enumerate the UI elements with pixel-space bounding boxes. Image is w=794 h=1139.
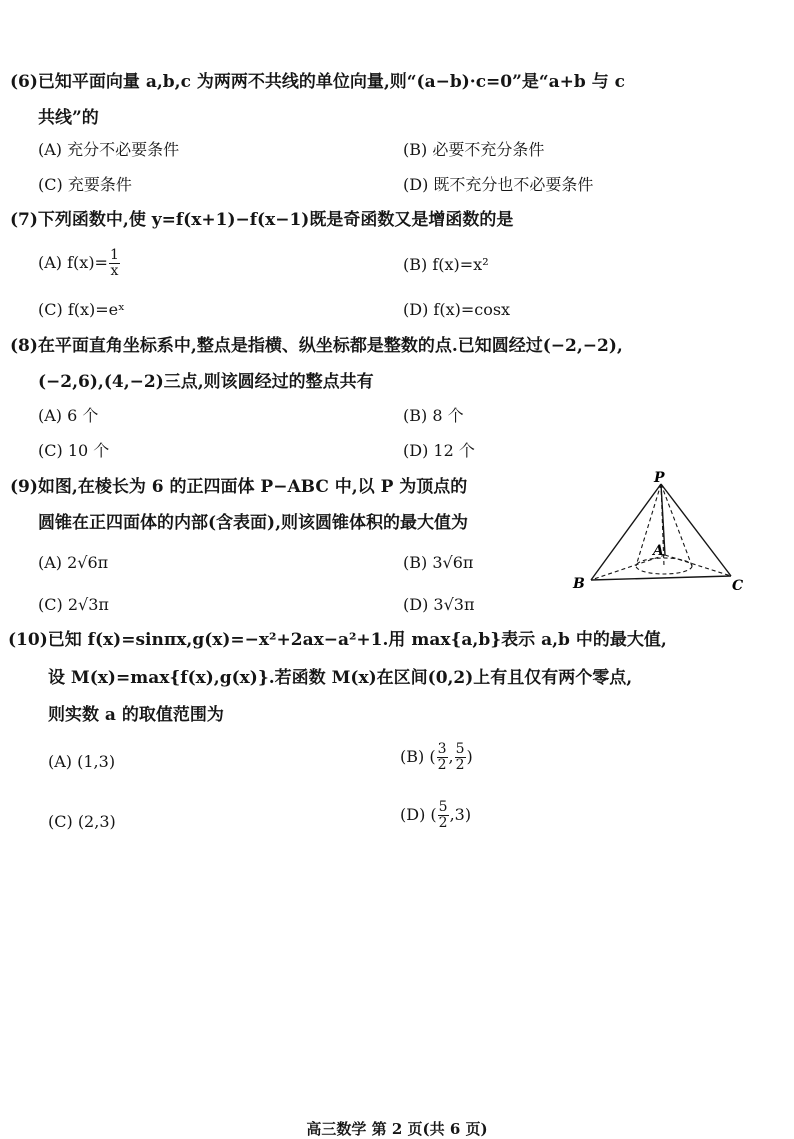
cone-generatrix-right — [661, 484, 692, 566]
q10-b-num1: 3 — [437, 741, 447, 757]
q8-stem-line2: (−2,6),(4,−2)三点,则该圆经过的整点共有 — [38, 372, 374, 392]
tetrahedron-cone-figure — [565, 470, 755, 600]
q7-option-a-prefix: (A) f(x)= — [38, 253, 108, 272]
q10-b-den2: 2 — [455, 757, 465, 773]
q9-option-a: (A) 2√6π — [38, 553, 109, 572]
q7-option-b: (B) f(x)=x² — [403, 255, 489, 274]
q10-stem-line2: 设 M(x)=max{f(x),g(x)}.若函数 M(x)在区间(0,2)上有且仅有两个零点, — [48, 668, 633, 688]
edge-pb — [591, 484, 661, 580]
q6-option-c: (C) 充要条件 — [38, 175, 132, 194]
q10-b-den1: 2 — [437, 757, 447, 773]
q10-d-prefix: (D) ( — [400, 805, 437, 824]
q10-option-d — [400, 800, 471, 831]
q9-option-c: (C) 2√3π — [38, 595, 109, 614]
q7-option-c: (C) f(x)=eˣ — [38, 300, 125, 319]
q10-stem-line1: (10)已知 f(x)=sinπx,g(x)=−x²+2ax−a²+1.用 max{a,b}表示 a,b 中的最大值, — [8, 630, 667, 650]
q10-b-fraction-2 — [455, 742, 466, 773]
q10-option-a: (A) (1,3) — [48, 752, 116, 771]
q7-option-a — [38, 248, 121, 279]
q10-option-c: (C) (2,3) — [48, 812, 116, 831]
q7-a-numerator: 1 — [109, 247, 119, 263]
vertex-a-label: A — [653, 543, 664, 559]
q9-stem-line2: 圆锥在正四面体的内部(含表面),则该圆锥体积的最大值为 — [38, 513, 469, 533]
q7-a-denominator: x — [110, 263, 119, 279]
vertex-c-label: C — [732, 578, 744, 594]
q10-d-den1: 2 — [438, 815, 448, 831]
q9-option-d: (D) 3√3π — [403, 595, 475, 614]
vertex-p-label: P — [654, 470, 665, 486]
edge-pc — [661, 484, 731, 576]
q6-option-b: (B) 必要不充分条件 — [403, 140, 545, 159]
q7-option-d: (D) f(x)=cosx — [403, 300, 511, 319]
q10-b-fraction-1 — [437, 742, 448, 773]
q7-stem-line1: (7)下列函数中,使 y=f(x+1)−f(x−1)既是奇函数又是增函数的是 — [10, 210, 514, 230]
q10-b-num2: 5 — [455, 741, 465, 757]
q10-d-fraction — [438, 800, 449, 831]
q6-option-a: (A) 充分不必要条件 — [38, 140, 180, 159]
q8-option-d: (D) 12 个 — [403, 441, 475, 460]
q6-stem-line1: (6)已知平面向量 a,b,c 为两两不共线的单位向量,则“(a−b)·c=0”是“a+b 与 c — [10, 72, 626, 92]
q10-b-comma: , — [448, 747, 454, 766]
q10-b-prefix: (B) ( — [400, 747, 436, 766]
vertex-b-label: B — [573, 576, 585, 592]
q8-option-c: (C) 10 个 — [38, 441, 110, 460]
q6-option-d: (D) 既不充分也不必要条件 — [403, 175, 594, 194]
edge-bc — [591, 576, 731, 580]
q10-d-num1: 5 — [438, 799, 448, 815]
page-footer: 高三数学 第 2 页(共 6 页) — [306, 1120, 488, 1138]
q8-option-a: (A) 6 个 — [38, 406, 99, 425]
q6-stem-line2: 共线”的 — [38, 108, 99, 128]
edge-ac-hidden — [665, 555, 731, 576]
q9-option-b: (B) 3√6π — [403, 553, 474, 572]
q9-stem-line1: (9)如图,在棱长为 6 的正四面体 P−ABC 中,以 P 为顶点的 — [10, 477, 468, 497]
q10-d-suffix: ,3) — [449, 805, 472, 824]
q10-stem-line3: 则实数 a 的取值范围为 — [48, 705, 224, 725]
q10-option-b — [400, 742, 473, 773]
q8-stem-line1: (8)在平面直角坐标系中,整点是指横、纵坐标都是整数的点.已知圆经过(−2,−2), — [10, 336, 623, 356]
q10-b-suffix: ) — [466, 747, 473, 766]
cone-base-ellipse — [636, 558, 692, 574]
q8-option-b: (B) 8 个 — [403, 406, 464, 425]
q7-option-a-fraction — [109, 248, 120, 279]
